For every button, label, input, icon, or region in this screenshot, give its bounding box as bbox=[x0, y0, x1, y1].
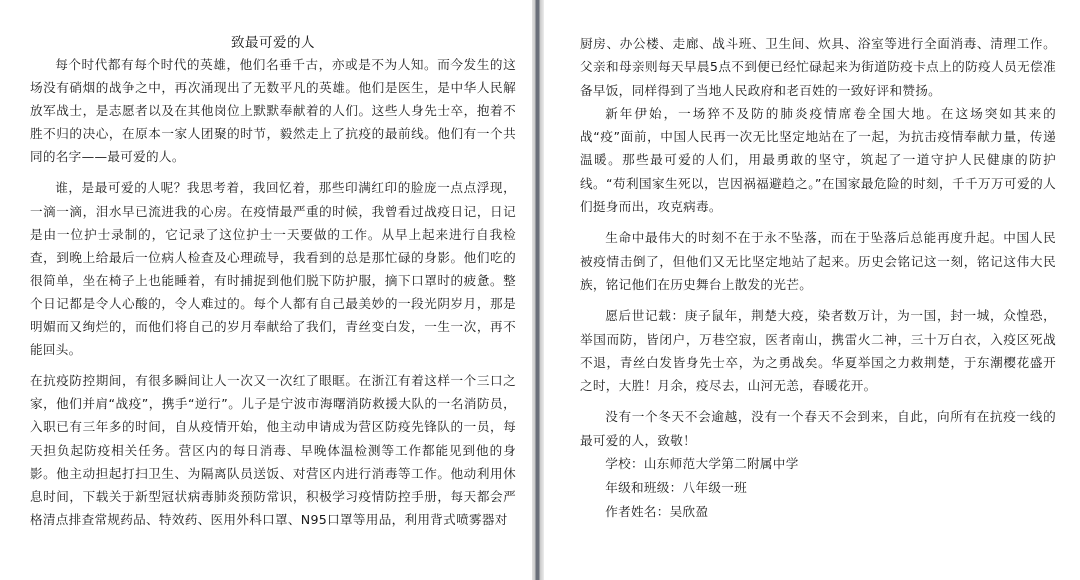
left-page bbox=[0, 0, 532, 580]
paragraph-5: 生命中最伟大的时刻不在于永不坠落，而在于坠落后总能再度升起。中国人民被疫情击倒了，但他们又无比坚定地站了起来。历史会铭记这一刻，铭记这伟大民族，铭记他们在历史舞台上散发的光芒。 bbox=[580, 230, 1056, 292]
paragraph-gap bbox=[580, 296, 1056, 304]
paragraph-1: 每个时代都有每个时代的英雄，他们名垂千古，亦或是不为人知。而今发生的这场没有硝烟的战争之中，再次涌现出了无数平凡的英雄。他们是医生，是中华人民解放军战士，是志愿者以及在其他岗位上默默奉献着的人们。这些人身先士卒，抱着不胜不归的决心，在原本一家人团聚的时节，毅然走上了抗疫的最前线。他们有一个共同的名字——最可爱的人。 bbox=[30, 57, 516, 165]
signature-school: 学校：山东师范大学第二附属中学 bbox=[605, 456, 799, 472]
paragraph-6: 愿后世记载：庚子鼠年，荆楚大疫，染者数万计，为一国，封一城，众惶恐，举国而防，皆闭户，万巷空寂，医者南山，携雷火二神，三十万白衣，入疫区死战不退，青丝白发皆身先士卒，为之勇战矣。华夏举国之力救荆楚，于东潮樱花盛开之时，大胜！月余，疫尽去，山河无恙，春暖花开。 bbox=[580, 308, 1056, 394]
paragraph-gap bbox=[580, 397, 1056, 405]
paragraph-7: 没有一个冬天不会逾越，没有一个春天不会到来，自此，向所有在抗疫一线的最可爱的人，致敬！ bbox=[580, 409, 1056, 448]
right-page bbox=[544, 0, 1080, 580]
paragraph-2: 谁，是最可爱的人呢？我思考着，我回忆着，那些印满红印的脸庞一点点浮现，一滴一滴，泪水早已流进我的心房。在疫情最严重的时候，我曾看过战疫日记，日记是由一位护士录制的，它记录了这位护士一天要做的工作。从早上起来进行自我检查，到晚上给最后一位病人检查及心理疏导，我看到的总是那忙碌的身影。他们吃的很简单，坐在椅子上也能睡着，有时捕捉到他们脱下防护服，摘下口罩时的疲惫。整个日记都是令人心酸的，令人难过的。每个人都有自己最美妙的一段光阴岁月，那是明媚而又绚烂的，而他们将自己的岁月奉献给了我们，青丝变白发，一生一次，再不能回头。 bbox=[30, 180, 516, 358]
paragraph-4: 新年伊始，一场猝不及防的肺炎疫情席卷全国大地。在这场突如其来的战“疫”面前，中国人民再一次无比坚定地站在了一起，为抗击疫情奉献力量，传递温暖。那些最可爱的人们，用最勇敢的坚守，筑起了一道守护人民健康的防护线。“苟利国家生死以，岂因祸福避趋之。”在国家最危险的时刻，千千万万可爱的人们挺身而出，攻克病毒。 bbox=[580, 105, 1056, 215]
paragraph-3-continued: 厨房、办公楼、走廊、战斗班、卫生间、炊具、浴室等进行全面消毒、清理工作。父亲和母亲则每天早晨5点不到便已经忙碌起来为街道防疫卡点上的防疫人员无偿准备早饭，同样得到了当地人民政府和老百姓的一致好评和赞扬。 bbox=[580, 36, 1056, 98]
paragraph-gap bbox=[30, 361, 516, 369]
page-divider bbox=[532, 0, 544, 580]
signature-author: 作者姓名：吴欣盈 bbox=[605, 504, 709, 520]
paragraph-3: 在抗疫防控期间，有很多瞬间让人一次又一次红了眼眶。在浙江有着这样一个三口之家，他们并肩“战疫”，携手“逆行”。儿子是宁波市海曙消防救援大队的一名消防员，入职已有三年多的时间，自从疫情开始，他主动申请成为营区防疫先锋队的一员，每天担负起防疫相关任务。营区内的每日消毒、早晚体温检测等工作都能见到他的身影。他主动担起打扫卫生、为隔离队员送饭、对营区内进行消毒等工作。他动利用休息时间，下载关于新型冠状病毒肺炎预防常识，积极学习疫情防控手册，每天都会严格清点排查常规药品、特效药、医用外科口罩、N95口罩等用品，利用背式喷雾器对 bbox=[30, 373, 516, 527]
signature-grade-class: 年级和班级：八年级一班 bbox=[605, 480, 748, 496]
essay-title: 致最可爱的人 bbox=[231, 35, 315, 51]
paragraph-gap bbox=[580, 218, 1056, 226]
paragraph-gap bbox=[30, 168, 516, 176]
